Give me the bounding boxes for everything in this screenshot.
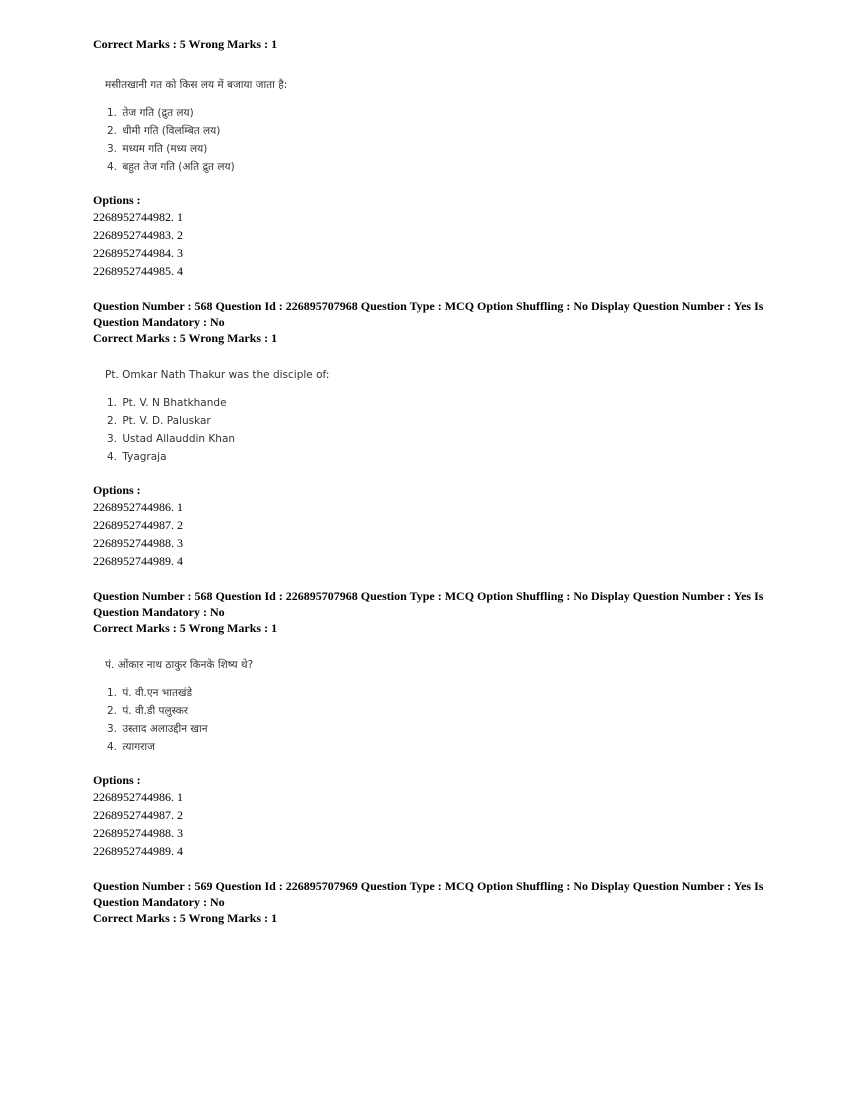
option-id-line: 2268952744982. 1 [93,210,183,224]
option-id-line: 2268952744987. 2 [93,518,183,532]
options-label: Options : [93,483,141,497]
options-label: Options : [93,193,141,207]
choice-item: 3. मध्यम गति (मध्य लय) [107,143,208,155]
question-header: Question Number : 568 Question Id : 226895707968 Question Type : MCQ Option Shuffling : No Display Question Number : Yes Is Question Mandatory : No [93,589,764,619]
option-id-line: 2268952744989. 4 [93,844,183,858]
option-id-line: 2268952744989. 4 [93,554,183,568]
option-id-line: 2268952744988. 3 [93,536,183,550]
question-text: Pt. Omkar Nath Thakur was the disciple of: [105,369,330,381]
marks-line: Correct Marks : 5 Wrong Marks : 1 [93,331,278,345]
option-id-line: 2268952744983. 2 [93,228,183,242]
question-text: मसीतखानी गत को किस लय में बजाया जाता है: [105,79,288,91]
choice-item: 1. पं. वी.एन भातखंडे [107,687,193,699]
choice-list [107,394,793,466]
choice-item: 2. Pt. V. D. Paluskar [107,415,211,427]
choice-list [107,684,793,756]
choice-item: 2. पं. वी.डी पलुस्कर [107,705,189,717]
choice-item: 1. Pt. V. N Bhatkhande [107,397,227,409]
choice-item: 4. Tyagraja [107,451,167,463]
marks-line: Correct Marks : 5 Wrong Marks : 1 [93,911,278,925]
option-id-line: 2268952744987. 2 [93,808,183,822]
question-text: पं. ओंकार नाथ ठाकुर किनके शिष्य थे? [105,659,254,671]
choice-item: 4. बहुत तेज गति (अति द्रुत लय) [107,161,235,173]
options-label: Options : [93,773,141,787]
question-paper-page [93,36,793,926]
marks-line: Correct Marks : 5 Wrong Marks : 1 [93,37,278,51]
option-id-line: 2268952744986. 1 [93,790,183,804]
option-id-line: 2268952744988. 3 [93,826,183,840]
option-id-line: 2268952744986. 1 [93,500,183,514]
option-id-line: 2268952744985. 4 [93,264,183,278]
choice-item: 4. त्यागराज [107,741,155,753]
choice-item: 3. उस्ताद अलाउद्दीन खान [107,723,208,735]
choice-list [107,104,793,176]
choice-item: 1. तेज गति (द्रुत लय) [107,107,194,119]
question-header: Question Number : 568 Question Id : 226895707968 Question Type : MCQ Option Shuffling : No Display Question Number : Yes Is Question Mandatory : No [93,299,764,329]
choice-item: 3. Ustad Allauddin Khan [107,433,236,445]
marks-line: Correct Marks : 5 Wrong Marks : 1 [93,621,278,635]
option-id-line: 2268952744984. 3 [93,246,183,260]
choice-item: 2. धीमी गति (विलम्बित लय) [107,125,221,137]
question-header: Question Number : 569 Question Id : 226895707969 Question Type : MCQ Option Shuffling : No Display Question Number : Yes Is Question Mandatory : No [93,879,764,909]
